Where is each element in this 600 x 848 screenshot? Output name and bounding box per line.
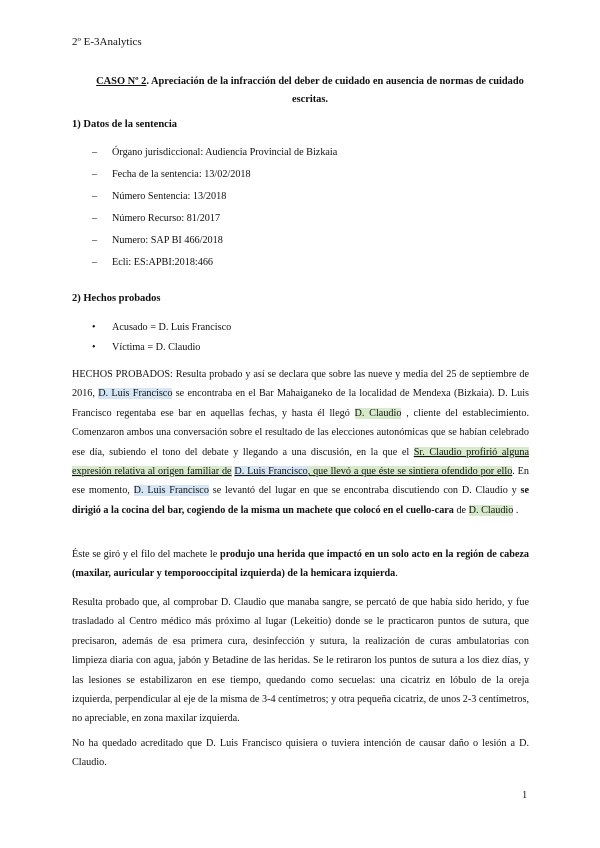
list-item-text: Acusado = D. Luis Francisco bbox=[112, 322, 232, 333]
list-item bbox=[92, 341, 231, 361]
list-item: – Número Sentencia: 13/2018 bbox=[92, 190, 337, 212]
facts-paragraph bbox=[72, 365, 529, 520]
section-heading-datos: 1) Datos de la sentencia bbox=[72, 119, 177, 130]
list-item: – Número Recurso: 81/2017 bbox=[92, 212, 337, 234]
highlight-name: D. Luis Francisco bbox=[234, 466, 308, 478]
sentence-data-list bbox=[92, 146, 337, 278]
highlight-name: D. Luis Francisco bbox=[98, 388, 173, 400]
parties-list bbox=[92, 321, 231, 361]
text-run: . bbox=[395, 568, 398, 580]
case-title bbox=[80, 73, 540, 109]
list-item: – Fecha de la sentencia: 13/02/2018 bbox=[92, 168, 337, 190]
highlight-expression: Sr. Claudio profirió alguna expresión relativa al origen familiar de bbox=[72, 446, 529, 478]
injury-paragraph bbox=[72, 545, 529, 584]
bullet-icon: • bbox=[92, 342, 96, 353]
case-title-rest: . Apreciación de la infracción del deber de cuidado en ausencia de normas de cuidado escritas. bbox=[146, 76, 524, 105]
text-run: . En ese momento, bbox=[72, 466, 529, 497]
page-number: 1 bbox=[522, 790, 528, 801]
highlight-name: D. Claudio bbox=[354, 407, 402, 419]
list-item: – Ecli: ES:APBI:2018:466 bbox=[92, 256, 337, 278]
text-run: HECHOS PROBADOS: Resulta probado y así se declara que sobre las nueve y media del 25 de septiembre de 2016, bbox=[72, 369, 529, 400]
highlight-name: D. Claudio bbox=[468, 504, 514, 516]
bold-action: se dirigió a la cocina del bar, cogiendo de la misma un machete que colocó en el cuello-cara bbox=[72, 485, 530, 516]
intent-paragraph: No ha quedado acreditado que D. Luis Francisco quisiera o tuviera intención de causar daño o lesión a D. Claudio. bbox=[72, 738, 529, 769]
text-run: se levantó del lugar en que se encontraba discutiendo con D. Claudio y bbox=[212, 485, 517, 497]
text-run: se encontraba en el Bar Mahaiganeko de la localidad de Mendexa (Bizkaia). D. Luis Francisco regentaba ese bar en aquellas fechas, y hasta él llegó bbox=[72, 388, 530, 419]
text-run: , cliente del establecimiento. Comenzaron ambos una conversación sobre el resultado de las elecciones autonómicas que se habían celebrado ese día, subiendo el tono del debate y llegando a una discusión, en la que el bbox=[72, 407, 529, 458]
text-run: de bbox=[456, 504, 467, 516]
section-heading-hechos: 2) Hechos probados bbox=[72, 293, 161, 304]
case-label: CASO Nº 2 bbox=[96, 76, 147, 87]
bullet-icon: • bbox=[92, 322, 96, 333]
text-run: Éste se giró y el filo del machete le bbox=[72, 549, 218, 560]
text-run: . bbox=[515, 504, 519, 516]
list-item bbox=[92, 321, 231, 341]
treatment-paragraph: Resulta probado que, al comprobar D. Claudio que manaba sangre, se percató de que había sido herido, y fue trasladado al Centro médico más próximo al lugar (Lekeitio) donde se le practicaron puntos de sutura, que precisaron, además de esa primera cura, desinfección y sutura, la realización de curas ambulatorias con limpieza diaria con agua, jabón y Betadine de las heridas. Se le retiraron los puntos de sutura a los diez días, y las lesiones se estabilizaron en ese tiempo, quedando como secuelas: una cicatriz en lóbulo de la oreja izquierda, perpendicular al eje de la misma de 3-4 centímetros; y otra pequeña cicatriz, de unos 2-3 centímetros, no apreciable, en zona maxilar izquierda. bbox=[72, 597, 529, 725]
list-item: – Órgano jurisdiccional: Audiencia Provincial de Bizkaia bbox=[92, 146, 337, 168]
highlight-offense: , que llevó a que éste se sintiera ofendido por ello bbox=[307, 466, 513, 478]
highlight-name: D. Luis Francisco bbox=[133, 485, 209, 497]
list-item: – Numero: SAP BI 466/2018 bbox=[92, 234, 337, 256]
page-header: 2º E-3Analytics bbox=[72, 36, 142, 48]
bold-injury: produjo una herida que impactó en un solo acto en la región de cabeza (maxilar, auricular y temporooccipital izquierda) de la hemicara izquierda bbox=[72, 549, 529, 580]
list-item-text: Víctima = D. Claudio bbox=[112, 342, 201, 353]
